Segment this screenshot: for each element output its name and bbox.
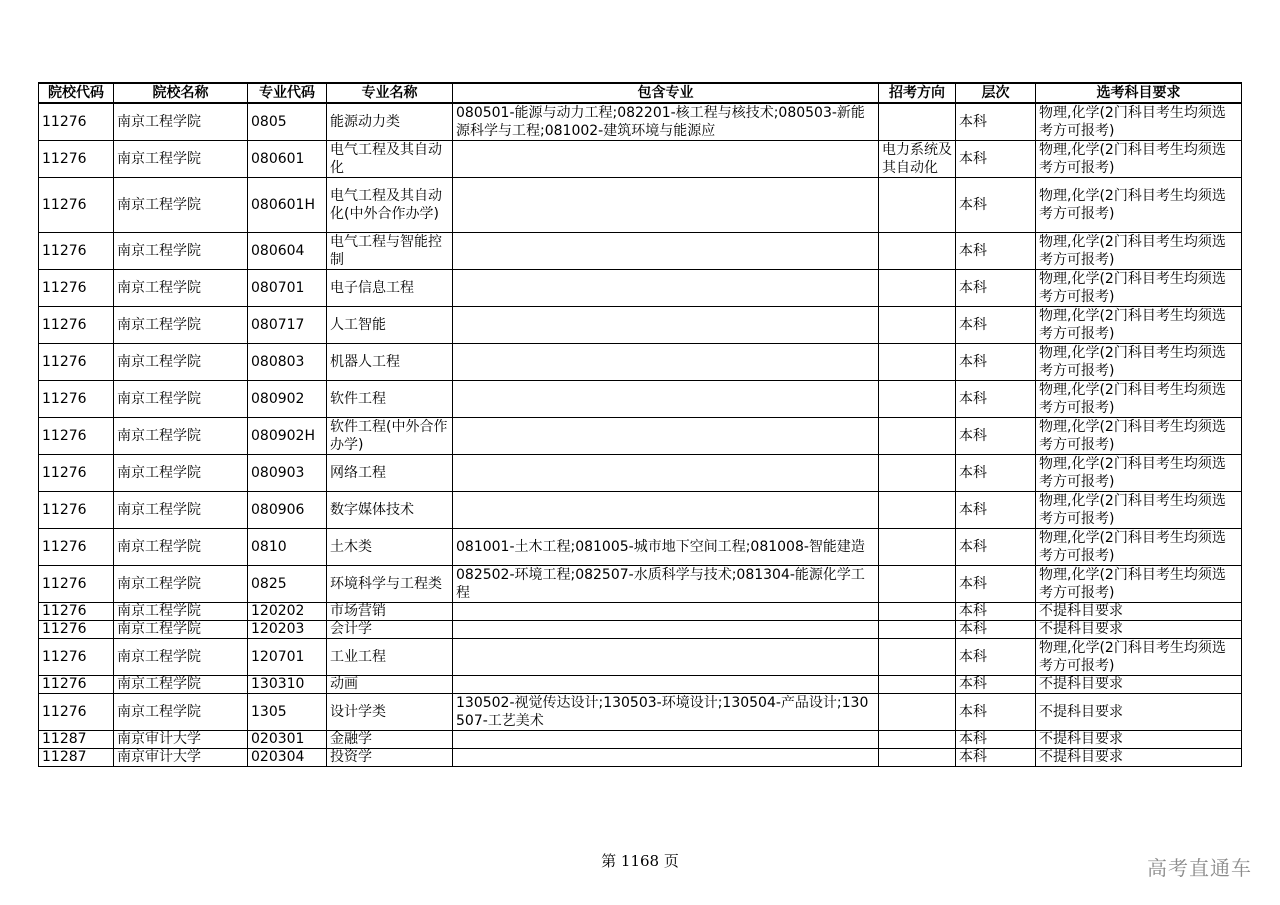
table-row bbox=[39, 103, 1242, 141]
included-majors-cell bbox=[453, 233, 879, 270]
included-majors-cell: 080501-能源与动力工程;082201-核工程与核技术;080503-新能源科学与工程;081002-建筑环境与能源应 bbox=[453, 103, 879, 141]
level-cell: 本科 bbox=[956, 603, 1036, 621]
major-name-cell: 网络工程 bbox=[327, 455, 453, 492]
direction-cell bbox=[879, 566, 956, 603]
school-code-cell: 11276 bbox=[39, 418, 114, 455]
header-school-name: 院校名称 bbox=[114, 83, 248, 103]
requirement-cell: 物理,化学(2门科目考生均须选考方可报考) bbox=[1036, 178, 1242, 233]
header-major-name: 专业名称 bbox=[327, 83, 453, 103]
school-name-cell: 南京工程学院 bbox=[114, 529, 248, 566]
major-code-cell: 080902H bbox=[248, 418, 327, 455]
major-code-cell: 0805 bbox=[248, 103, 327, 141]
header-school-code: 院校代码 bbox=[39, 83, 114, 103]
school-code-cell: 11276 bbox=[39, 344, 114, 381]
major-name-cell: 机器人工程 bbox=[327, 344, 453, 381]
school-code-cell: 11287 bbox=[39, 749, 114, 767]
school-code-cell: 11276 bbox=[39, 141, 114, 178]
table-row bbox=[39, 566, 1242, 603]
level-cell: 本科 bbox=[956, 233, 1036, 270]
major-name-cell: 电气工程与智能控制 bbox=[327, 233, 453, 270]
school-name-cell: 南京工程学院 bbox=[114, 639, 248, 676]
major-code-cell: 1305 bbox=[248, 694, 327, 731]
level-cell: 本科 bbox=[956, 381, 1036, 418]
level-cell: 本科 bbox=[956, 749, 1036, 767]
requirement-cell: 不提科目要求 bbox=[1036, 694, 1242, 731]
level-cell: 本科 bbox=[956, 676, 1036, 694]
included-majors-cell bbox=[453, 307, 879, 344]
header-direction: 招考方向 bbox=[879, 83, 956, 103]
table-body bbox=[39, 103, 1242, 767]
school-name-cell: 南京工程学院 bbox=[114, 492, 248, 529]
school-code-cell: 11276 bbox=[39, 455, 114, 492]
major-name-cell: 软件工程 bbox=[327, 381, 453, 418]
level-cell: 本科 bbox=[956, 694, 1036, 731]
level-cell: 本科 bbox=[956, 344, 1036, 381]
school-name-cell: 南京工程学院 bbox=[114, 694, 248, 731]
requirement-cell: 物理,化学(2门科目考生均须选考方可报考) bbox=[1036, 233, 1242, 270]
included-majors-cell bbox=[453, 492, 879, 529]
major-code-cell: 080803 bbox=[248, 344, 327, 381]
school-code-cell: 11276 bbox=[39, 529, 114, 566]
included-majors-cell bbox=[453, 639, 879, 676]
school-code-cell: 11276 bbox=[39, 694, 114, 731]
direction-cell bbox=[879, 103, 956, 141]
school-name-cell: 南京工程学院 bbox=[114, 603, 248, 621]
school-name-cell: 南京工程学院 bbox=[114, 676, 248, 694]
direction-cell bbox=[879, 694, 956, 731]
major-code-cell: 020301 bbox=[248, 731, 327, 749]
included-majors-cell bbox=[453, 418, 879, 455]
major-code-cell: 120202 bbox=[248, 603, 327, 621]
direction-cell bbox=[879, 529, 956, 566]
requirement-cell: 物理,化学(2门科目考生均须选考方可报考) bbox=[1036, 418, 1242, 455]
major-name-cell: 会计学 bbox=[327, 621, 453, 639]
direction-cell bbox=[879, 492, 956, 529]
included-majors-cell bbox=[453, 731, 879, 749]
included-majors-cell bbox=[453, 344, 879, 381]
major-code-cell: 080717 bbox=[248, 307, 327, 344]
school-name-cell: 南京工程学院 bbox=[114, 566, 248, 603]
major-name-cell: 市场营销 bbox=[327, 603, 453, 621]
table-row bbox=[39, 621, 1242, 639]
table-row bbox=[39, 141, 1242, 178]
school-name-cell: 南京工程学院 bbox=[114, 141, 248, 178]
included-majors-cell bbox=[453, 381, 879, 418]
requirement-cell: 物理,化学(2门科目考生均须选考方可报考) bbox=[1036, 529, 1242, 566]
direction-cell bbox=[879, 178, 956, 233]
major-name-cell: 土木类 bbox=[327, 529, 453, 566]
requirement-cell: 物理,化学(2门科目考生均须选考方可报考) bbox=[1036, 639, 1242, 676]
school-name-cell: 南京工程学院 bbox=[114, 621, 248, 639]
table-row bbox=[39, 676, 1242, 694]
included-majors-cell: 082502-环境工程;082507-水质科学与技术;081304-能源化学工程 bbox=[453, 566, 879, 603]
major-name-cell: 电气工程及其自动化(中外合作办学) bbox=[327, 178, 453, 233]
direction-cell bbox=[879, 731, 956, 749]
major-code-cell: 080604 bbox=[248, 233, 327, 270]
level-cell: 本科 bbox=[956, 492, 1036, 529]
school-code-cell: 11276 bbox=[39, 178, 114, 233]
major-name-cell: 金融学 bbox=[327, 731, 453, 749]
table-row bbox=[39, 344, 1242, 381]
table-row bbox=[39, 381, 1242, 418]
school-name-cell: 南京工程学院 bbox=[114, 307, 248, 344]
requirement-cell: 不提科目要求 bbox=[1036, 603, 1242, 621]
requirement-cell: 物理,化学(2门科目考生均须选考方可报考) bbox=[1036, 141, 1242, 178]
direction-cell bbox=[879, 307, 956, 344]
table-row bbox=[39, 178, 1242, 233]
major-code-cell: 080601H bbox=[248, 178, 327, 233]
major-name-cell: 软件工程(中外合作办学) bbox=[327, 418, 453, 455]
direction-cell bbox=[879, 603, 956, 621]
header-row bbox=[39, 83, 1242, 103]
direction-cell bbox=[879, 749, 956, 767]
major-code-cell: 080601 bbox=[248, 141, 327, 178]
school-name-cell: 南京工程学院 bbox=[114, 270, 248, 307]
school-name-cell: 南京工程学院 bbox=[114, 381, 248, 418]
school-code-cell: 11276 bbox=[39, 621, 114, 639]
school-code-cell: 11287 bbox=[39, 731, 114, 749]
table-row bbox=[39, 455, 1242, 492]
admission-table bbox=[38, 82, 1242, 767]
school-code-cell: 11276 bbox=[39, 492, 114, 529]
requirement-cell: 物理,化学(2门科目考生均须选考方可报考) bbox=[1036, 566, 1242, 603]
level-cell: 本科 bbox=[956, 455, 1036, 492]
included-majors-cell bbox=[453, 270, 879, 307]
included-majors-cell bbox=[453, 455, 879, 492]
table-row bbox=[39, 603, 1242, 621]
requirement-cell: 不提科目要求 bbox=[1036, 676, 1242, 694]
included-majors-cell: 130502-视觉传达设计;130503-环境设计;130504-产品设计;130507-工艺美术 bbox=[453, 694, 879, 731]
school-code-cell: 11276 bbox=[39, 233, 114, 270]
table-row bbox=[39, 731, 1242, 749]
requirement-cell: 物理,化学(2门科目考生均须选考方可报考) bbox=[1036, 103, 1242, 141]
major-code-cell: 0810 bbox=[248, 529, 327, 566]
school-name-cell: 南京审计大学 bbox=[114, 749, 248, 767]
included-majors-cell bbox=[453, 749, 879, 767]
school-name-cell: 南京工程学院 bbox=[114, 455, 248, 492]
school-code-cell: 11276 bbox=[39, 676, 114, 694]
major-name-cell: 投资学 bbox=[327, 749, 453, 767]
level-cell: 本科 bbox=[956, 566, 1036, 603]
watermark: 高考直通车 bbox=[1147, 856, 1252, 880]
school-code-cell: 11276 bbox=[39, 270, 114, 307]
major-code-cell: 120701 bbox=[248, 639, 327, 676]
requirement-cell: 物理,化学(2门科目考生均须选考方可报考) bbox=[1036, 381, 1242, 418]
included-majors-cell bbox=[453, 178, 879, 233]
table-row bbox=[39, 492, 1242, 529]
level-cell: 本科 bbox=[956, 639, 1036, 676]
major-name-cell: 动画 bbox=[327, 676, 453, 694]
requirement-cell: 物理,化学(2门科目考生均须选考方可报考) bbox=[1036, 455, 1242, 492]
major-name-cell: 电气工程及其自动化 bbox=[327, 141, 453, 178]
header-included-majors: 包含专业 bbox=[453, 83, 879, 103]
table-row bbox=[39, 307, 1242, 344]
table-row bbox=[39, 749, 1242, 767]
school-name-cell: 南京工程学院 bbox=[114, 418, 248, 455]
major-code-cell: 080701 bbox=[248, 270, 327, 307]
school-code-cell: 11276 bbox=[39, 307, 114, 344]
level-cell: 本科 bbox=[956, 621, 1036, 639]
table-row bbox=[39, 418, 1242, 455]
table-row bbox=[39, 694, 1242, 731]
level-cell: 本科 bbox=[956, 731, 1036, 749]
direction-cell bbox=[879, 418, 956, 455]
table-row bbox=[39, 639, 1242, 676]
level-cell: 本科 bbox=[956, 418, 1036, 455]
table-row bbox=[39, 233, 1242, 270]
direction-cell bbox=[879, 233, 956, 270]
table-row bbox=[39, 270, 1242, 307]
header-level: 层次 bbox=[956, 83, 1036, 103]
major-code-cell: 080906 bbox=[248, 492, 327, 529]
included-majors-cell bbox=[453, 603, 879, 621]
direction-cell bbox=[879, 270, 956, 307]
major-name-cell: 能源动力类 bbox=[327, 103, 453, 141]
header-requirement: 选考科目要求 bbox=[1036, 83, 1242, 103]
requirement-cell: 物理,化学(2门科目考生均须选考方可报考) bbox=[1036, 344, 1242, 381]
level-cell: 本科 bbox=[956, 270, 1036, 307]
level-cell: 本科 bbox=[956, 103, 1036, 141]
school-code-cell: 11276 bbox=[39, 103, 114, 141]
major-code-cell: 120203 bbox=[248, 621, 327, 639]
page-number: 第 1168 页 bbox=[601, 852, 679, 870]
requirement-cell: 物理,化学(2门科目考生均须选考方可报考) bbox=[1036, 307, 1242, 344]
direction-cell bbox=[879, 344, 956, 381]
direction-cell bbox=[879, 621, 956, 639]
major-name-cell: 人工智能 bbox=[327, 307, 453, 344]
school-name-cell: 南京工程学院 bbox=[114, 344, 248, 381]
requirement-cell: 不提科目要求 bbox=[1036, 749, 1242, 767]
major-code-cell: 080903 bbox=[248, 455, 327, 492]
direction-cell bbox=[879, 455, 956, 492]
level-cell: 本科 bbox=[956, 141, 1036, 178]
requirement-cell: 物理,化学(2门科目考生均须选考方可报考) bbox=[1036, 270, 1242, 307]
school-code-cell: 11276 bbox=[39, 381, 114, 418]
direction-cell bbox=[879, 381, 956, 418]
requirement-cell: 不提科目要求 bbox=[1036, 621, 1242, 639]
major-name-cell: 设计学类 bbox=[327, 694, 453, 731]
requirement-cell: 不提科目要求 bbox=[1036, 731, 1242, 749]
included-majors-cell bbox=[453, 141, 879, 178]
school-name-cell: 南京审计大学 bbox=[114, 731, 248, 749]
included-majors-cell bbox=[453, 621, 879, 639]
school-name-cell: 南京工程学院 bbox=[114, 233, 248, 270]
direction-cell: 电力系统及其自动化 bbox=[879, 141, 956, 178]
level-cell: 本科 bbox=[956, 307, 1036, 344]
major-name-cell: 数字媒体技术 bbox=[327, 492, 453, 529]
included-majors-cell bbox=[453, 676, 879, 694]
level-cell: 本科 bbox=[956, 178, 1036, 233]
major-code-cell: 020304 bbox=[248, 749, 327, 767]
major-code-cell: 130310 bbox=[248, 676, 327, 694]
school-code-cell: 11276 bbox=[39, 603, 114, 621]
direction-cell bbox=[879, 676, 956, 694]
school-name-cell: 南京工程学院 bbox=[114, 103, 248, 141]
requirement-cell: 物理,化学(2门科目考生均须选考方可报考) bbox=[1036, 492, 1242, 529]
major-code-cell: 0825 bbox=[248, 566, 327, 603]
school-code-cell: 11276 bbox=[39, 566, 114, 603]
major-name-cell: 工业工程 bbox=[327, 639, 453, 676]
level-cell: 本科 bbox=[956, 529, 1036, 566]
major-name-cell: 环境科学与工程类 bbox=[327, 566, 453, 603]
direction-cell bbox=[879, 639, 956, 676]
school-code-cell: 11276 bbox=[39, 639, 114, 676]
school-name-cell: 南京工程学院 bbox=[114, 178, 248, 233]
major-code-cell: 080902 bbox=[248, 381, 327, 418]
header-major-code: 专业代码 bbox=[248, 83, 327, 103]
major-name-cell: 电子信息工程 bbox=[327, 270, 453, 307]
included-majors-cell: 081001-土木工程;081005-城市地下空间工程;081008-智能建造 bbox=[453, 529, 879, 566]
table-row bbox=[39, 529, 1242, 566]
